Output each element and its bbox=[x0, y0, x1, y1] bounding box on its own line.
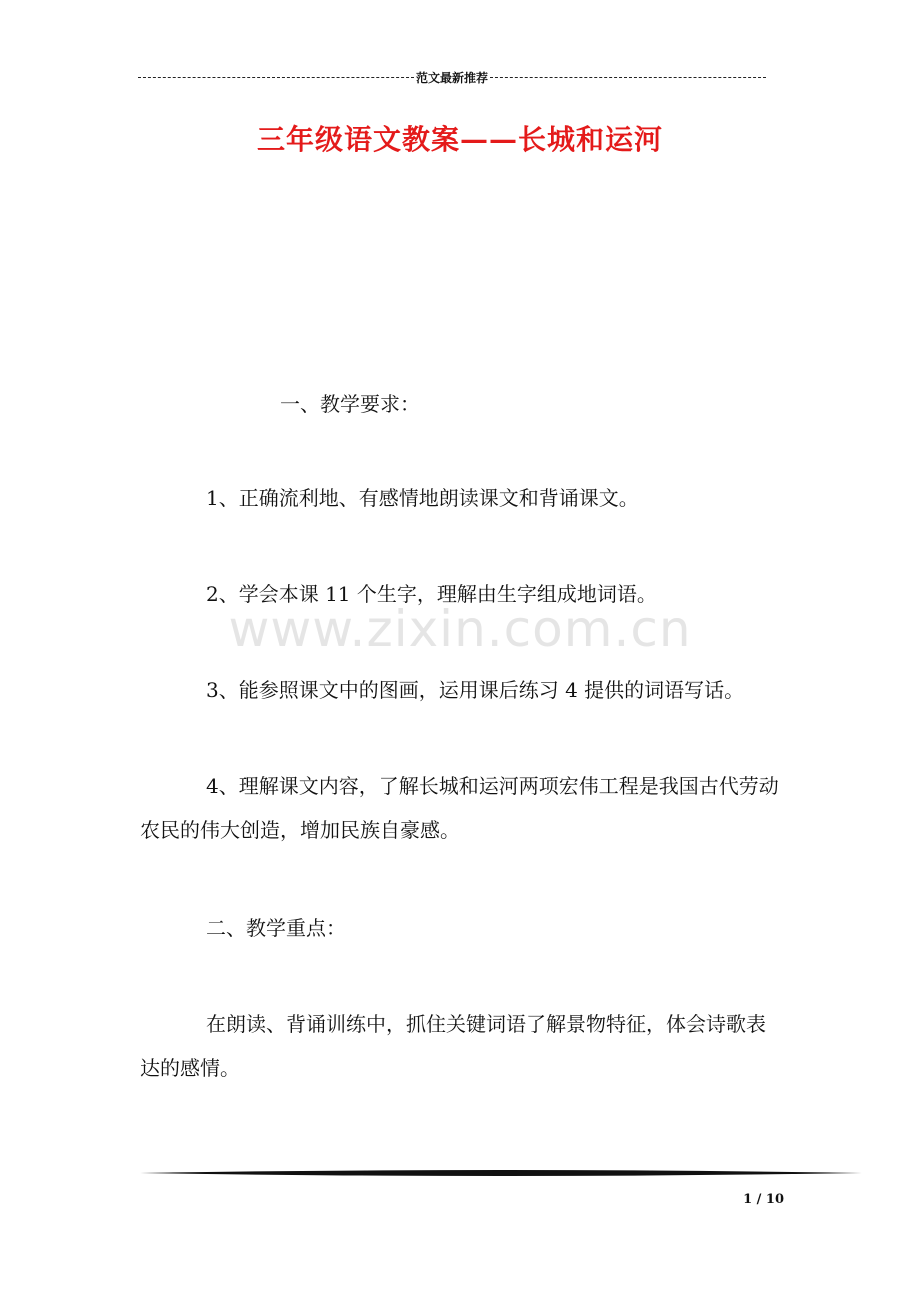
page-header bbox=[138, 68, 766, 86]
header-dash-right bbox=[490, 77, 766, 78]
page-number: 1 / 10 bbox=[743, 1192, 784, 1207]
requirements-heading: 一、教学要求： bbox=[280, 392, 420, 416]
requirement-4: 4、理解课文内容，了解长城和运河两项宏伟工程是我国古代劳动农民的伟大创造，增加民族自豪感。 bbox=[140, 774, 779, 842]
footer-rule bbox=[140, 1168, 862, 1178]
header-dash-left bbox=[138, 77, 414, 78]
header-label: 范文最新推荐 bbox=[416, 70, 489, 85]
requirement-2: 2、学会本课 11 个生字，理解由生字组成地词语。 bbox=[206, 582, 657, 606]
requirement-3: 3、能参照课文中的图画，运用课后练习 4 提供的词语写话。 bbox=[206, 678, 745, 702]
focus-text: 在朗读、背诵训练中，抓住关键词语了解景物特征，体会诗歌表达的感情。 bbox=[140, 1012, 766, 1080]
watermark: www.zixin.com.cn bbox=[228, 600, 692, 658]
focus-heading: 二、教学重点： bbox=[206, 916, 346, 940]
document-title: 三年级语文教案——长城和运河 bbox=[256, 123, 663, 156]
requirement-1: 1、正确流利地、有感情地朗读课文和背诵课文。 bbox=[206, 486, 639, 510]
